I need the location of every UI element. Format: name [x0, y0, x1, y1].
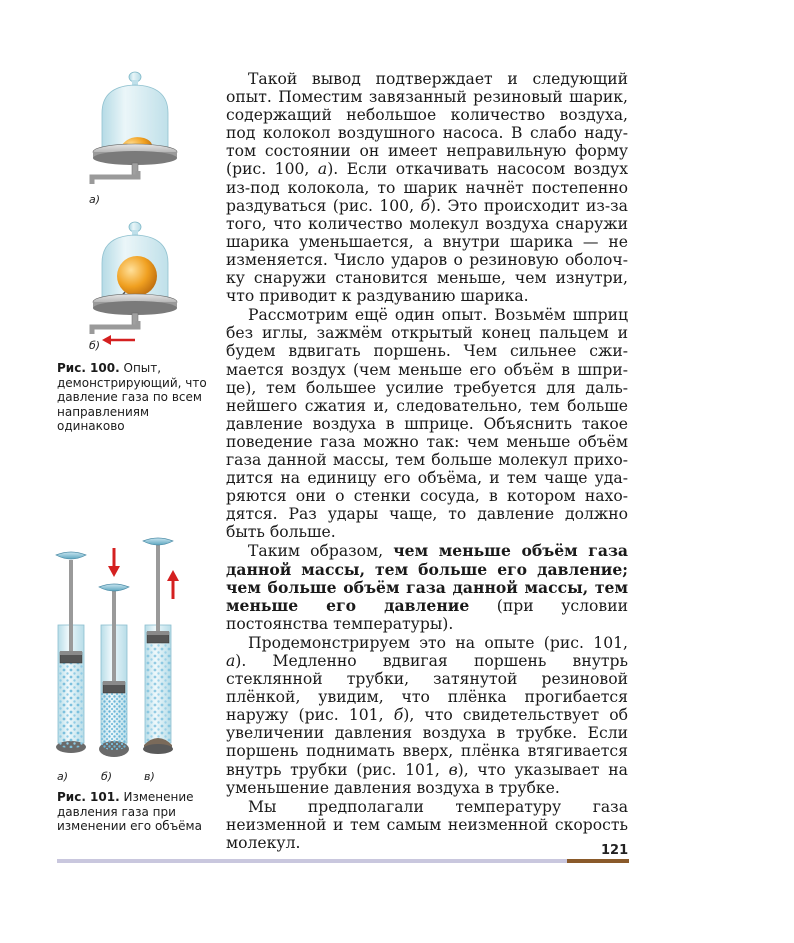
- paragraph-4-part-4: ), что указывает на уменьшение давления воздуха в трубке.: [226, 760, 628, 797]
- figure-100-caption: [57, 361, 207, 434]
- bell-jar-deflated-illustration: [80, 68, 190, 198]
- paragraph-3-end: (при условии постоянства температуры).: [226, 596, 628, 633]
- paragraph-1-part-3: ). Это происходит из-за того, что количество молекул воздуха снаружи шарика уменьшается, а внутри шарика — не изменяется. Число ударов о резиновую оболочку снаружи становится меньше, чем изнутри, что приводит к раздуванию шарика.: [226, 196, 628, 306]
- paragraph-4-part-1: Продемонстрируем это на опыте (рис. 101,: [248, 633, 628, 652]
- bell-jar-inflated-illustration: [80, 218, 190, 348]
- ref-a: а: [317, 160, 328, 179]
- paragraph-4-part-2: ). Медленно вдвигая поршень внутрь стеклянной трубки, затянутой резиновой плёнкой, увидим, что плёнка прогибается наружу (рис. 101,: [226, 652, 628, 725]
- page-number: 121: [601, 843, 629, 858]
- figure-100b: [80, 218, 190, 348]
- paragraph-3: [226, 542, 628, 632]
- paragraph-5: Мы предполагали температуру газа неизменной и тем самым неизменной скорость молекул.: [226, 797, 628, 852]
- figure-100a: [80, 68, 190, 198]
- paragraph-4: [226, 634, 628, 797]
- paragraph-1-part-1: Такой вывод подтверждает и следующий опыт. Поместим завязанный резиновый шарик, содержащий небольшое количество воздуха, под колокол воздушного насоса. В слабо надутом состоянии он имеет неправильную форму (рис. 100,: [226, 70, 628, 179]
- figure-100a-label: а): [89, 193, 101, 206]
- figure-101c-label: в): [144, 770, 155, 783]
- footer-rule-accent: [567, 859, 629, 863]
- figure-101-caption-number: Рис. 101.: [57, 790, 120, 804]
- paragraph-3-start: Таким образом,: [248, 542, 394, 561]
- figure-100b-label: б): [89, 339, 101, 352]
- syringe-tubes-illustration: [48, 535, 188, 775]
- ref-c: в: [448, 760, 458, 779]
- figure-101: [48, 535, 188, 775]
- figure-101-caption-text: Изменение давления газа при изменении его объёма: [57, 790, 202, 834]
- figure-101b-label: б): [101, 770, 113, 783]
- paragraph-4-part-3: ), что свидетельствует об увеличении давления воздуха в трубке. Если поршень поднимать вверх, плёнка втягивается внутрь трубки (рис. 101,: [226, 706, 628, 779]
- figure-100-caption-number: Рис. 100.: [57, 361, 120, 375]
- paragraph-1-part-2: ). Если откачивать насосом воздух из-под колокола, то шарик начнёт постепенно раздуваться (рис. 100,: [226, 160, 628, 215]
- paragraph-1: [226, 70, 628, 305]
- ref-a: а: [226, 652, 236, 670]
- figure-101a-label: а): [57, 770, 69, 783]
- ref-b: б: [420, 196, 431, 215]
- figure-101-caption: [57, 790, 207, 834]
- paragraph-2: Рассмотрим ещё один опыт. Возьмём шприц без иглы, зажмём открытый конец пальцем и будем вдвигать поршень. Чем сильнее сжимается воздух (чем меньше его объём в шприце), тем большее усилие требуется для дальнейшего сжатия и, следовательно, тем больше давление воздуха в шприце. Объяснить такое поведение газа можно так: чем меньше объём газа данной массы, тем больше молекул приходится на единицу его объёма, и тем чаще ударяются они о стенки сосуда, в котором находятся. Раз удары чаще, то давление должно быть больше.: [226, 306, 628, 542]
- figure-100-caption-text: Опыт, демонстрирующий, что давление газа по всем направлениям одинаково: [57, 361, 207, 434]
- paragraph-3-law: чем меньше объём газа данной массы, тем больше его давление; чем больше объём газа данной массы, тем меньше его давление: [226, 541, 628, 615]
- footer-rule: [57, 859, 567, 863]
- main-text-column: [226, 70, 628, 852]
- ref-b: б: [393, 706, 404, 725]
